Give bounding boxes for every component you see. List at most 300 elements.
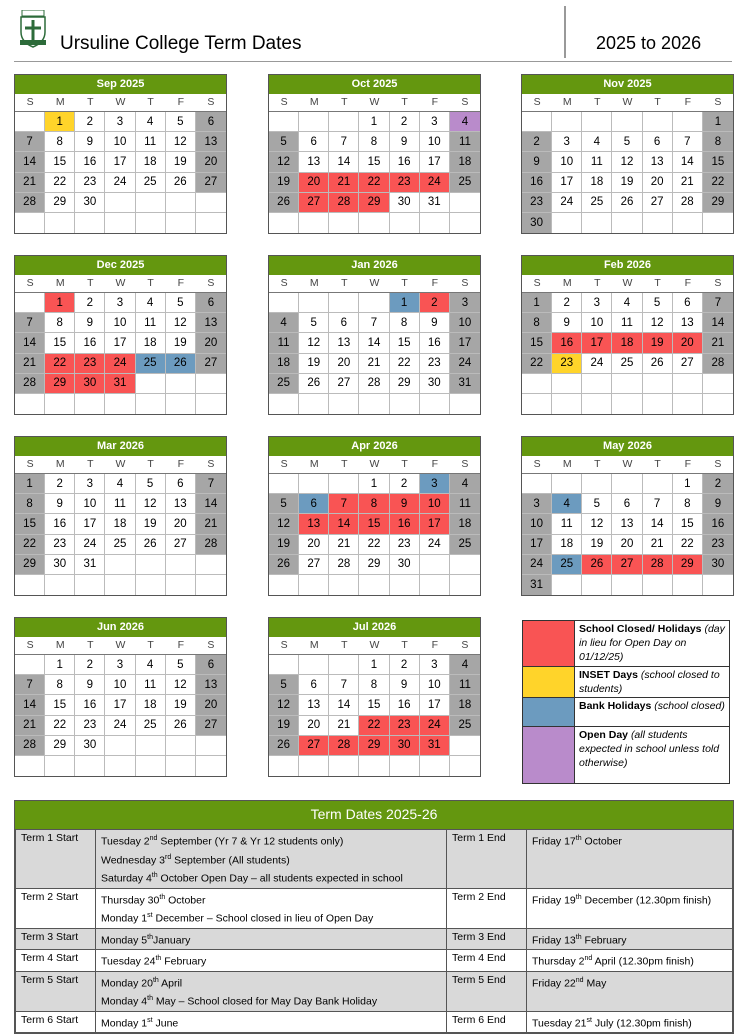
day-cell	[269, 112, 299, 132]
day-cell	[166, 394, 196, 414]
day-cell: 27	[299, 555, 329, 575]
day-cell	[75, 213, 105, 233]
term-end-date: Friday 22nd May	[527, 971, 733, 1011]
day-cell: 21	[673, 173, 703, 193]
day-cell: 19	[269, 716, 299, 736]
term-row	[16, 950, 733, 972]
weekday-label: S	[26, 639, 34, 651]
day-cell	[703, 213, 733, 233]
weekday-label: T	[654, 277, 661, 289]
term-end-label: Term 3 End	[447, 928, 527, 950]
day-cell	[612, 575, 642, 595]
day-cell	[15, 655, 45, 675]
day-cell: 29	[15, 555, 45, 575]
day-cell: 6	[196, 655, 226, 675]
day-cell: 5	[612, 132, 642, 152]
day-cell: 8	[703, 132, 733, 152]
weekday-label: T	[594, 277, 601, 289]
day-cell: 23	[522, 193, 552, 213]
day-cell	[196, 213, 226, 233]
month-calendar	[521, 74, 734, 234]
weekday-label: M	[55, 639, 65, 651]
weekday-label: F	[431, 277, 438, 289]
day-cell	[329, 112, 359, 132]
day-cell: 16	[522, 173, 552, 193]
day-cell	[420, 394, 450, 414]
month-title: Jun 2026	[15, 618, 226, 637]
day-cell	[703, 394, 733, 414]
term-start-label: Term 5 Start	[16, 971, 96, 1011]
day-cell: 13	[612, 514, 642, 534]
day-cell: 9	[522, 152, 552, 172]
weekday-label: W	[622, 96, 633, 108]
legend-label: INSET Days	[579, 669, 638, 681]
weekday-label: T	[87, 639, 94, 651]
weekday-label: S	[280, 639, 288, 651]
day-cell: 15	[45, 152, 75, 172]
day-cell: 13	[196, 313, 226, 333]
day-cell	[15, 112, 45, 132]
weekday-label: T	[654, 96, 661, 108]
day-cell: 31	[420, 193, 450, 213]
day-cell: 20	[299, 535, 329, 555]
day-cell: 18	[612, 333, 642, 353]
day-cell	[299, 394, 329, 414]
day-cell: 14	[329, 152, 359, 172]
day-cell: 10	[420, 494, 450, 514]
day-cell: 18	[450, 695, 480, 715]
day-cell	[612, 374, 642, 394]
day-cell: 29	[359, 736, 389, 756]
term-row	[16, 1011, 733, 1033]
day-cell: 8	[522, 313, 552, 333]
day-cell	[196, 575, 226, 595]
day-cell: 10	[450, 313, 480, 333]
day-cell: 19	[136, 514, 166, 534]
weekday-label: S	[714, 458, 722, 470]
day-cell: 24	[582, 354, 612, 374]
day-cell: 24	[105, 173, 135, 193]
month-title: Feb 2026	[522, 256, 733, 275]
day-cell: 3	[450, 293, 480, 313]
day-cell	[299, 474, 329, 494]
day-cell: 7	[329, 675, 359, 695]
weekday-label: S	[207, 277, 215, 289]
day-cell: 1	[390, 293, 420, 313]
weekday-label: S	[461, 458, 469, 470]
weekday-label: S	[533, 458, 541, 470]
day-cell: 20	[673, 333, 703, 353]
weekday-label: T	[87, 458, 94, 470]
legend-item	[523, 727, 729, 783]
day-cell: 30	[420, 374, 450, 394]
day-cell	[15, 213, 45, 233]
legend-note: (day in lieu for Open Day on 01/12/25)	[579, 623, 725, 663]
day-cell: 22	[522, 354, 552, 374]
legend-swatch-blue	[523, 698, 575, 726]
month-calendar	[521, 436, 734, 596]
day-cell	[269, 655, 299, 675]
term-start-dates: Monday 5thJanuary	[96, 928, 447, 950]
day-cell: 12	[299, 333, 329, 353]
day-cell	[673, 575, 703, 595]
day-cell: 14	[643, 514, 673, 534]
day-cell: 17	[105, 152, 135, 172]
day-cell: 6	[299, 494, 329, 514]
weekday-label: W	[115, 277, 126, 289]
day-cell: 8	[45, 675, 75, 695]
academic-year: 2025 to 2026	[596, 33, 702, 53]
weekday-label: F	[177, 96, 184, 108]
college-crest-logo	[18, 10, 48, 48]
weekday-label: T	[401, 96, 408, 108]
day-cell: 4	[552, 494, 582, 514]
term-end-label: Term 2 End	[447, 888, 527, 928]
day-cell: 27	[196, 354, 226, 374]
day-cell: 18	[582, 173, 612, 193]
day-cell: 28	[196, 535, 226, 555]
day-cell	[166, 575, 196, 595]
weekday-label: M	[562, 458, 572, 470]
weekday-header	[522, 94, 733, 112]
day-cell: 16	[703, 514, 733, 534]
day-cell	[390, 213, 420, 233]
day-cell: 25	[450, 173, 480, 193]
day-cell	[196, 736, 226, 756]
day-cell: 11	[552, 514, 582, 534]
day-cell	[673, 374, 703, 394]
day-cell	[196, 193, 226, 213]
day-cell: 2	[45, 474, 75, 494]
day-cell: 8	[390, 313, 420, 333]
day-cell: 9	[75, 132, 105, 152]
day-cell: 14	[329, 514, 359, 534]
day-cell: 5	[269, 494, 299, 514]
legend-swatch-purple	[523, 727, 575, 783]
day-cell: 8	[673, 494, 703, 514]
day-cell: 2	[522, 132, 552, 152]
day-cell: 4	[450, 474, 480, 494]
day-cell	[582, 575, 612, 595]
day-cell: 21	[329, 716, 359, 736]
weekday-label: S	[461, 639, 469, 651]
day-cell	[643, 474, 673, 494]
day-cell: 17	[582, 333, 612, 353]
day-cell: 3	[75, 474, 105, 494]
weekday-label: T	[594, 96, 601, 108]
legend-swatch-yellow	[523, 667, 575, 697]
month-calendar	[268, 74, 481, 234]
day-cell	[299, 293, 329, 313]
day-cell: 6	[329, 313, 359, 333]
month-title: Nov 2025	[522, 75, 733, 94]
day-cell: 6	[166, 474, 196, 494]
weekday-label: S	[533, 96, 541, 108]
day-cell: 11	[612, 313, 642, 333]
day-cell	[552, 474, 582, 494]
day-cell: 10	[420, 675, 450, 695]
day-cell: 13	[299, 695, 329, 715]
day-cell: 17	[105, 695, 135, 715]
day-cell: 24	[522, 555, 552, 575]
day-cell: 28	[703, 354, 733, 374]
day-cell: 24	[105, 354, 135, 374]
day-cell: 1	[359, 474, 389, 494]
day-cell: 7	[196, 474, 226, 494]
weekday-label: M	[309, 458, 319, 470]
day-cell: 23	[75, 716, 105, 736]
day-cell: 4	[136, 655, 166, 675]
legend-note: (school closed)	[654, 700, 725, 712]
weekday-label: F	[431, 96, 438, 108]
day-cell: 8	[45, 132, 75, 152]
day-cell: 5	[269, 675, 299, 695]
day-cell	[359, 575, 389, 595]
weekday-label: M	[562, 277, 572, 289]
day-cell: 20	[612, 535, 642, 555]
day-cell: 26	[269, 555, 299, 575]
day-cell: 5	[166, 293, 196, 313]
day-cell	[269, 575, 299, 595]
weekday-label: S	[26, 458, 34, 470]
day-cell: 22	[359, 716, 389, 736]
day-cell: 18	[450, 152, 480, 172]
weekday-label: M	[55, 96, 65, 108]
weekday-label: S	[714, 96, 722, 108]
day-cell: 15	[45, 695, 75, 715]
day-cell: 23	[390, 716, 420, 736]
day-cell	[390, 575, 420, 595]
weekday-label: W	[115, 96, 126, 108]
day-cell: 18	[136, 152, 166, 172]
day-cell: 2	[75, 293, 105, 313]
day-cell: 12	[166, 675, 196, 695]
day-cell: 24	[552, 193, 582, 213]
day-cell	[269, 474, 299, 494]
day-cell: 13	[299, 152, 329, 172]
day-cell: 3	[420, 112, 450, 132]
day-cell: 19	[166, 695, 196, 715]
weekday-header	[15, 94, 226, 112]
month-calendar	[268, 436, 481, 596]
day-cell	[522, 374, 552, 394]
day-cell: 13	[329, 333, 359, 353]
day-cell: 28	[329, 736, 359, 756]
weekday-header	[15, 637, 226, 655]
day-cell	[552, 575, 582, 595]
day-cell: 31	[105, 374, 135, 394]
weekday-header	[269, 94, 480, 112]
day-cell: 21	[15, 354, 45, 374]
day-cell: 19	[269, 535, 299, 555]
day-cell: 28	[329, 555, 359, 575]
day-cell	[582, 474, 612, 494]
weekday-label: T	[594, 458, 601, 470]
day-cell: 6	[299, 675, 329, 695]
day-cell: 8	[359, 675, 389, 695]
day-cell: 26	[166, 173, 196, 193]
day-cell: 30	[390, 555, 420, 575]
day-cell: 29	[359, 555, 389, 575]
day-cell: 14	[673, 152, 703, 172]
day-cell	[329, 293, 359, 313]
day-cell: 25	[450, 716, 480, 736]
day-cell: 1	[359, 655, 389, 675]
day-cell: 2	[703, 474, 733, 494]
day-cell: 11	[136, 313, 166, 333]
day-cell: 31	[75, 555, 105, 575]
weekday-label: T	[341, 458, 348, 470]
day-cell: 28	[359, 374, 389, 394]
day-cell	[522, 474, 552, 494]
day-cell: 4	[450, 112, 480, 132]
day-cell	[15, 394, 45, 414]
day-cell: 28	[15, 374, 45, 394]
day-cell: 24	[75, 535, 105, 555]
day-cell: 17	[552, 173, 582, 193]
day-cell	[136, 213, 166, 233]
day-cell: 3	[552, 132, 582, 152]
day-cell: 25	[105, 535, 135, 555]
day-cell: 23	[390, 173, 420, 193]
month-title: Jul 2026	[269, 618, 480, 637]
day-cell: 5	[269, 132, 299, 152]
day-cell: 6	[643, 132, 673, 152]
legend-note: (all students expected in school unless told otherwise)	[579, 729, 720, 769]
weekday-label: F	[684, 458, 691, 470]
day-cell: 14	[196, 494, 226, 514]
day-cell	[45, 394, 75, 414]
day-cell: 12	[269, 695, 299, 715]
day-cell: 13	[166, 494, 196, 514]
day-cell: 7	[673, 132, 703, 152]
day-cell: 31	[522, 575, 552, 595]
month-title: Apr 2026	[269, 437, 480, 456]
weekday-label: S	[533, 277, 541, 289]
day-cell: 22	[45, 716, 75, 736]
legend-item	[523, 667, 729, 698]
day-cell: 21	[329, 535, 359, 555]
day-cell: 4	[269, 313, 299, 333]
day-cell: 25	[552, 555, 582, 575]
day-cell: 26	[643, 354, 673, 374]
day-cell	[390, 394, 420, 414]
day-cell	[136, 555, 166, 575]
day-cell: 14	[703, 313, 733, 333]
day-cell: 23	[703, 535, 733, 555]
day-cell: 24	[420, 173, 450, 193]
month-calendar	[14, 436, 227, 596]
day-cell	[552, 213, 582, 233]
weekday-label: F	[177, 458, 184, 470]
day-cell	[450, 193, 480, 213]
day-cell: 17	[420, 514, 450, 534]
day-cell: 5	[166, 112, 196, 132]
term-start-dates: Monday 20th April Monday 4th May – School closed for May Day Bank Holiday	[96, 971, 447, 1011]
day-cell: 22	[45, 173, 75, 193]
day-cell: 16	[390, 695, 420, 715]
day-cell	[196, 394, 226, 414]
day-cell: 9	[390, 675, 420, 695]
day-cell: 4	[105, 474, 135, 494]
day-cell: 18	[552, 535, 582, 555]
day-cell: 15	[359, 152, 389, 172]
day-cell	[166, 756, 196, 776]
day-cell: 30	[390, 193, 420, 213]
day-cell: 22	[15, 535, 45, 555]
weekday-label: F	[431, 458, 438, 470]
weekday-label: W	[369, 639, 380, 651]
legend-note: (school closed to students)	[579, 669, 720, 695]
day-cell: 2	[390, 112, 420, 132]
term-start-label: Term 1 Start	[16, 830, 96, 889]
day-cell: 14	[15, 333, 45, 353]
day-cell: 1	[522, 293, 552, 313]
legend-swatch-red	[523, 621, 575, 666]
day-cell: 18	[136, 695, 166, 715]
day-cell: 10	[552, 152, 582, 172]
day-cell	[329, 655, 359, 675]
day-cell	[15, 575, 45, 595]
day-cell	[420, 575, 450, 595]
day-cell: 27	[329, 374, 359, 394]
day-cell: 27	[612, 555, 642, 575]
day-cell: 20	[643, 173, 673, 193]
day-cell: 7	[359, 313, 389, 333]
day-cell: 22	[390, 354, 420, 374]
day-cell: 8	[359, 494, 389, 514]
day-cell: 15	[390, 333, 420, 353]
day-cell: 21	[15, 716, 45, 736]
day-cell: 14	[15, 152, 45, 172]
day-cell: 10	[105, 313, 135, 333]
day-cell	[136, 193, 166, 213]
day-cell	[136, 374, 166, 394]
month-calendar	[521, 255, 734, 415]
day-cell: 6	[196, 293, 226, 313]
day-cell	[45, 756, 75, 776]
day-cell	[269, 293, 299, 313]
day-cell: 31	[450, 374, 480, 394]
term-end-date: Friday 17th October	[527, 830, 733, 889]
weekday-label: W	[622, 277, 633, 289]
day-cell: 11	[450, 675, 480, 695]
day-cell: 16	[75, 152, 105, 172]
day-cell: 27	[299, 193, 329, 213]
day-cell: 7	[703, 293, 733, 313]
day-cell: 12	[269, 152, 299, 172]
day-cell: 16	[75, 333, 105, 353]
weekday-label: F	[684, 277, 691, 289]
day-cell	[299, 112, 329, 132]
day-cell: 1	[703, 112, 733, 132]
day-cell: 9	[75, 675, 105, 695]
day-cell: 19	[166, 333, 196, 353]
weekday-label: M	[309, 96, 319, 108]
day-cell: 23	[45, 535, 75, 555]
day-cell: 18	[450, 514, 480, 534]
day-cell	[359, 213, 389, 233]
day-cell: 1	[15, 474, 45, 494]
day-cell: 12	[612, 152, 642, 172]
day-cell	[166, 555, 196, 575]
weekday-label: F	[177, 277, 184, 289]
day-cell: 10	[105, 675, 135, 695]
day-cell	[75, 394, 105, 414]
day-cell	[522, 394, 552, 414]
weekday-label: S	[26, 277, 34, 289]
term-end-label: Term 4 End	[447, 950, 527, 972]
